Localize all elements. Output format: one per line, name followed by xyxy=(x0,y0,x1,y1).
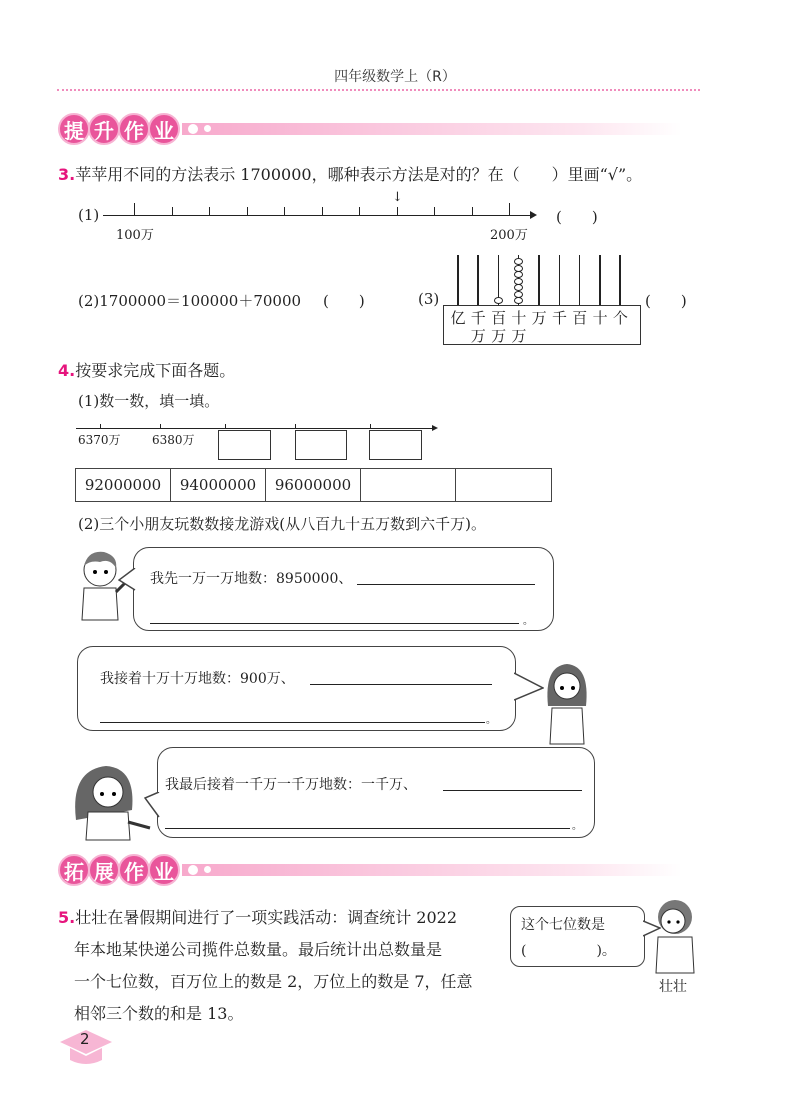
bubble-text: 我先一万一万地数：8950000、 xyxy=(150,571,353,587)
expression: 1700000＝100000＋70000 xyxy=(99,292,302,310)
character-name: 壮壮 xyxy=(659,979,687,995)
number-line-tick xyxy=(359,207,360,215)
table-cell-blank[interactable] xyxy=(456,469,551,501)
period: 。 xyxy=(486,715,496,726)
arrow-head-icon xyxy=(432,425,438,431)
tick-label: 6380万 xyxy=(152,433,195,447)
table-cell-blank[interactable] xyxy=(361,469,456,501)
tick-label: 6370万 xyxy=(78,433,121,447)
bubble-text: 我最后接着一千万一千万地数：一千万、 xyxy=(165,777,417,793)
answer-line[interactable] xyxy=(443,790,582,791)
number-table xyxy=(75,468,552,502)
abacus-rod xyxy=(559,255,561,305)
bubble-tail xyxy=(144,792,160,818)
question-5 xyxy=(58,902,473,1030)
number-line-tick xyxy=(509,203,510,215)
table-cell: 96000000 xyxy=(266,469,361,501)
banner-char: 升 xyxy=(88,113,120,145)
abacus-rod xyxy=(457,255,459,305)
question-number: 3. xyxy=(58,165,76,184)
number-line-tick xyxy=(472,207,473,215)
abacus-bead xyxy=(514,284,523,291)
answer-box[interactable] xyxy=(218,430,271,460)
bubble-text: 我接着十万十万地数：900万、 xyxy=(100,671,295,687)
number-line-tick xyxy=(160,424,161,428)
number-line-tick xyxy=(172,207,173,215)
question-text: 年本地某快递公司揽件总数量。最后统计出总数量是 xyxy=(74,940,443,959)
question-text: 壮壮在暑假期间进行了一项实践活动：调查统计 2022 xyxy=(75,908,458,927)
abacus-bead xyxy=(514,265,523,272)
question-4 xyxy=(58,358,235,381)
number-line-tick xyxy=(397,207,398,215)
question-text: 苹苹用不同的方法表示 1700000，哪种表示方法是对的？在（ ）里画“√”。 xyxy=(75,165,643,184)
place-label: 个 xyxy=(612,309,628,327)
abacus-bead xyxy=(514,297,523,304)
abacus-bead xyxy=(494,297,503,304)
subquestion-2: (2)三个小朋友玩数数接龙游戏(从八百九十五万数到六千万)。 xyxy=(78,515,486,533)
banner-char: 作 xyxy=(118,854,150,886)
page-number: 2 xyxy=(80,1030,90,1048)
answer-line[interactable] xyxy=(357,584,535,585)
speech-bubble-girl xyxy=(77,646,516,731)
number-line xyxy=(103,215,533,216)
section-banner-improve xyxy=(58,112,682,146)
option-label: (2) xyxy=(78,292,100,310)
place-label: 亿 xyxy=(450,309,466,327)
number-line-tick xyxy=(322,207,323,215)
zhuangzhuang-illustration xyxy=(650,895,700,975)
question-text: 一个七位数，百万位上的数是 2，万位上的数是 7，任意 xyxy=(74,972,473,991)
abacus-bead xyxy=(514,278,523,285)
banner-char: 拓 xyxy=(58,854,90,886)
period: 。 xyxy=(523,616,533,627)
place-label: 万 xyxy=(491,327,507,345)
abacus-rod xyxy=(579,255,581,305)
banner-char: 作 xyxy=(118,113,150,145)
abacus-rod xyxy=(477,255,479,305)
abacus-bead xyxy=(514,291,523,298)
girl-illustration xyxy=(542,660,592,748)
answer-line[interactable] xyxy=(150,623,519,624)
table-cell: 92000000 xyxy=(76,469,171,501)
abacus-bead xyxy=(514,271,523,278)
abacus-rod xyxy=(599,255,601,305)
speech-bubble-boy xyxy=(133,547,554,631)
place-label: 万 xyxy=(531,309,547,327)
question-text: 相邻三个数的和是 13。 xyxy=(74,1004,244,1023)
place-label: 万 xyxy=(470,327,486,345)
place-label: 百 xyxy=(572,309,588,327)
number-line-tick xyxy=(134,203,135,215)
number-line-tick xyxy=(295,424,296,428)
answer-line[interactable] xyxy=(100,722,485,723)
question-number: 5. xyxy=(58,908,76,927)
answer-paren[interactable]: ( )。 xyxy=(521,943,616,959)
number-line xyxy=(76,428,433,429)
subquestion-1: (1)数一数，填一填。 xyxy=(78,392,220,410)
banner-char: 展 xyxy=(88,854,120,886)
table-cell: 94000000 xyxy=(171,469,266,501)
girl-ponytail-illustration xyxy=(70,760,154,844)
banner-char: 业 xyxy=(148,113,180,145)
answer-box[interactable] xyxy=(295,430,347,460)
answer-paren[interactable]: ( ) xyxy=(556,208,598,226)
question-text: 按要求完成下面各题。 xyxy=(75,361,236,380)
abacus-rod xyxy=(538,255,540,305)
bubble-tail xyxy=(118,568,136,592)
place-label: 千 xyxy=(470,309,486,327)
place-label: 十 xyxy=(511,309,527,327)
bubble-text: 这个七位数是 xyxy=(521,917,605,933)
place-label: 万 xyxy=(511,327,527,345)
abacus-rod xyxy=(619,255,621,305)
answer-paren[interactable]: ( ) xyxy=(323,292,365,310)
period: 。 xyxy=(572,821,582,832)
down-arrow-icon: ↓ xyxy=(392,190,403,205)
bubble-tail xyxy=(514,672,544,702)
option-2 xyxy=(78,290,301,311)
place-label: 十 xyxy=(592,309,608,327)
banner-char: 业 xyxy=(148,854,180,886)
number-line-tick xyxy=(434,207,435,215)
place-label: 百 xyxy=(491,309,507,327)
banner-char: 提 xyxy=(58,113,90,145)
arrow-head-icon xyxy=(530,211,537,219)
option-label: (3) xyxy=(418,290,440,308)
question-number: 4. xyxy=(58,361,76,380)
answer-line[interactable] xyxy=(165,828,570,829)
page-header: 四年级数学上（R） xyxy=(334,69,456,85)
tick-label: 100万 xyxy=(116,228,154,243)
number-line-tick xyxy=(225,424,226,428)
place-label: 千 xyxy=(551,309,567,327)
answer-paren[interactable]: ( ) xyxy=(645,292,687,310)
number-line-tick xyxy=(247,207,248,215)
option-label: (1) xyxy=(78,206,100,224)
abacus-bead xyxy=(514,258,523,265)
answer-line[interactable] xyxy=(310,684,492,685)
number-line-tick xyxy=(209,207,210,215)
answer-box[interactable] xyxy=(369,430,422,460)
number-line-tick xyxy=(370,424,371,428)
number-line-tick xyxy=(284,207,285,215)
tick-label: 200万 xyxy=(490,228,528,243)
question-3 xyxy=(58,162,642,185)
number-line-tick xyxy=(100,424,101,428)
boy-illustration xyxy=(70,548,134,642)
header-divider xyxy=(57,89,700,91)
section-banner-extend xyxy=(58,853,682,887)
